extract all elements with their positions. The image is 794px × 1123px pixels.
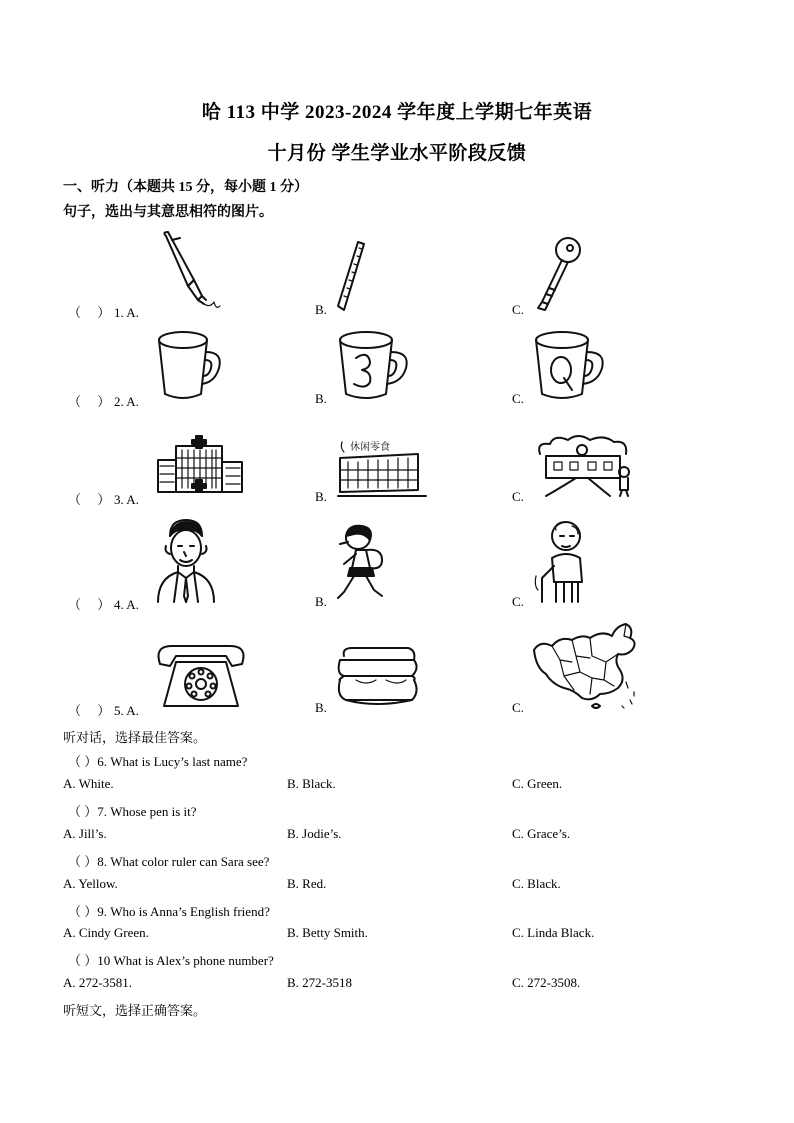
option-a[interactable]: A. Cindy Green. bbox=[63, 925, 149, 940]
option-a[interactable]: A. 272-3581. bbox=[63, 975, 132, 990]
option-c[interactable]: C. Linda Black. bbox=[512, 925, 595, 940]
telephone-image bbox=[154, 638, 248, 710]
china-map-image bbox=[530, 622, 642, 710]
mug-with-Q-image bbox=[534, 330, 606, 402]
question-number: 3. A. bbox=[114, 492, 139, 507]
option-b[interactable]: B. Betty Smith. bbox=[287, 925, 368, 940]
school-image bbox=[530, 432, 640, 498]
option-b-label: B. bbox=[315, 302, 327, 317]
canteen-image bbox=[338, 440, 426, 498]
option-b-label: B. bbox=[315, 594, 327, 609]
option-c-label: C. bbox=[512, 489, 524, 504]
part2-instruction: 听对话，选择最佳答案。 bbox=[63, 730, 207, 745]
plain-mug-image bbox=[157, 330, 223, 402]
option-c-label: C. bbox=[512, 391, 524, 406]
option-a[interactable]: A. Jill’s. bbox=[63, 826, 107, 841]
option-b[interactable]: B. Red. bbox=[287, 876, 327, 891]
towel-image bbox=[336, 646, 420, 710]
question-text: （ ）8. What color ruler can Sara see? bbox=[68, 854, 270, 869]
option-b-label: B. bbox=[315, 489, 327, 504]
option-a[interactable]: A. White. bbox=[63, 776, 114, 791]
old-man-image bbox=[532, 518, 590, 606]
question-number: 2. A. bbox=[114, 394, 139, 409]
option-c-label: C. bbox=[512, 302, 524, 317]
man-in-suit-image bbox=[156, 516, 218, 604]
option-c-label: C. bbox=[512, 700, 524, 715]
option-c[interactable]: C. Grace’s. bbox=[512, 826, 571, 841]
ruler-image bbox=[336, 240, 366, 312]
answer-paren[interactable]: （ ） bbox=[68, 394, 111, 409]
option-b[interactable]: B. Black. bbox=[287, 776, 336, 791]
question-text: （ ）6. What is Lucy’s last name? bbox=[68, 754, 248, 769]
option-b-label: B. bbox=[315, 700, 327, 715]
option-c-label: C. bbox=[512, 594, 524, 609]
option-b[interactable]: B. Jodie’s. bbox=[287, 826, 342, 841]
option-b-label: B. bbox=[315, 391, 327, 406]
question-number: 1. A. bbox=[114, 305, 139, 320]
question-number: 4. A. bbox=[114, 597, 139, 612]
page-title: 哈 113 中学 2023-2024 学年度上学期七年英语 bbox=[201, 102, 593, 123]
page-subtitle: 十月份 学生学业水平阶段反馈 bbox=[267, 143, 527, 164]
answer-paren[interactable]: （ ） bbox=[68, 703, 111, 718]
girl-with-backpack-image bbox=[334, 524, 396, 606]
hospital-image bbox=[156, 436, 246, 498]
option-a[interactable]: A. Yellow. bbox=[63, 876, 118, 891]
part3-instruction: 听短文，选择正确答案。 bbox=[63, 1003, 207, 1018]
question-text: （ ）9. Who is Anna’s English friend? bbox=[68, 904, 270, 919]
option-c[interactable]: C. Green. bbox=[512, 776, 563, 791]
question-text: （ ）10 What is Alex’s phone number? bbox=[68, 953, 274, 968]
section-heading-listening: 一、听力（本题共 15 分，每小题 1 分） bbox=[63, 180, 308, 195]
option-b[interactable]: B. 272-3518 bbox=[287, 975, 352, 990]
option-c[interactable]: C. 272-3508. bbox=[512, 975, 581, 990]
key-image bbox=[532, 236, 586, 314]
answer-paren[interactable]: （ ） bbox=[68, 305, 111, 320]
part1-instruction: 句子，选出与其意思相符的图片。 bbox=[63, 205, 273, 220]
answer-paren[interactable]: （ ） bbox=[68, 492, 111, 507]
fountain-pen-image bbox=[160, 230, 224, 312]
option-c[interactable]: C. Black. bbox=[512, 876, 561, 891]
answer-paren[interactable]: （ ） bbox=[68, 597, 111, 612]
canteen-sign-text: 休闲零食 bbox=[350, 442, 390, 453]
question-number: 5. A. bbox=[114, 703, 139, 718]
question-text: （ ）7. Whose pen is it? bbox=[68, 804, 197, 819]
mug-with-3-image bbox=[338, 330, 410, 402]
